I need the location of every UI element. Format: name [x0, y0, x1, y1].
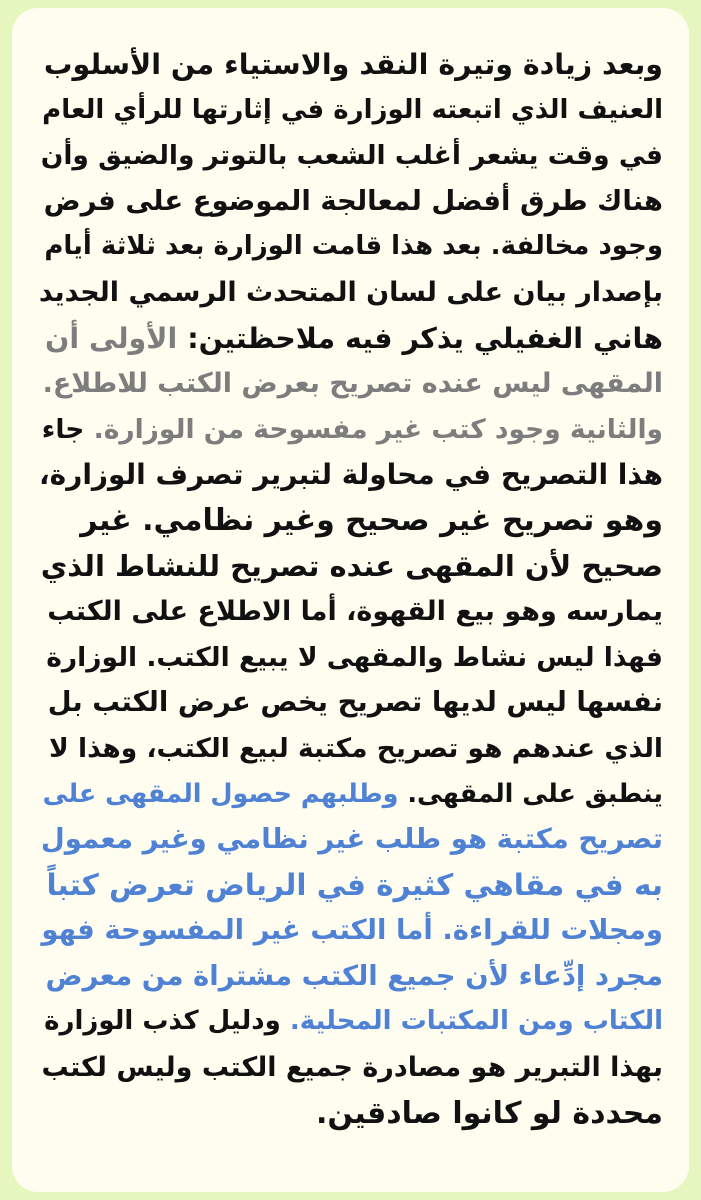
quote-segment: الأولى أن — [45, 321, 178, 355]
text-line-13 — [38, 589, 663, 635]
highlight-segment: ومجلات للقراءة. أما الكتب غير المفسوحة فهو — [41, 914, 663, 947]
text-segment: هناك طرق أفضل لمعالجة الموضوع على فرض — [43, 184, 663, 217]
quote-segment: والثانية وجود كتب غير مفسوحة من الوزارة. — [93, 413, 663, 445]
highlight-segment: وطلبهم حصول المقهى على — [42, 778, 399, 809]
text-line-15 — [38, 680, 663, 726]
text-segment: الذي عندهم هو تصريح مكتبة لبيع الكتب، وهذا لا — [49, 732, 663, 764]
text-line-7 — [38, 316, 663, 362]
article-paragraph — [38, 42, 663, 1136]
text-line-20 — [38, 908, 663, 954]
text-segment: محددة لو كانوا صادقين. — [315, 1095, 663, 1131]
text-segment: هذا التصريح في محاولة لتبرير تصرف الوزارة، — [39, 458, 663, 492]
text-line-16 — [38, 726, 663, 772]
text-segment: في وقت يشعر أغلب الشعب بالتوتر والضيق وأن — [40, 140, 663, 172]
text-segment: جاء — [41, 413, 94, 445]
text-line-23 — [38, 1045, 663, 1091]
text-line-5 — [38, 224, 663, 270]
text-line-14 — [38, 635, 663, 681]
text-line-22 — [38, 999, 663, 1045]
text-line-24 — [38, 1091, 663, 1137]
text-card — [12, 8, 689, 1192]
text-line-18 — [38, 817, 663, 863]
text-segment: صحيح لأن المقهى عنده تصريح للنشاط الذي — [40, 548, 663, 583]
text-segment: نفسها ليس لديها تصريح يخص عرض الكتب بل — [47, 686, 663, 719]
text-segment: وهو تصريح غير صحيح وغير نظامي. غير — [80, 502, 663, 538]
text-line-9 — [38, 407, 663, 453]
highlight-segment: به في مقاهي كثيرة في الرياض تعرض كتباً — [46, 867, 663, 902]
text-line-2 — [38, 88, 663, 134]
text-segment: وجود مخالفة. بعد هذا قامت الوزارة بعد ثلاثة أيام — [44, 231, 663, 262]
text-line-3 — [38, 133, 663, 179]
text-segment: بإصدار بيان على لسان المتحدث الرسمي الجديد — [38, 276, 663, 308]
text-line-6 — [38, 270, 663, 316]
text-line-12 — [38, 544, 663, 590]
highlight-segment: الكتاب ومن المكتبات المحلية. — [289, 1006, 663, 1037]
quote-segment: المقهى ليس عنده تصريح بعرض الكتب للاطلاع. — [42, 368, 663, 400]
text-segment: وبعد زيادة وتيرة النقد والاستياء من الأسلوب — [43, 48, 663, 81]
text-segment: يمارسه وهو بيع القهوة، أما الاطلاع على الكتب — [47, 596, 663, 628]
text-line-4 — [38, 179, 663, 225]
text-line-8 — [38, 361, 663, 407]
text-line-10 — [38, 452, 663, 498]
text-line-1 — [38, 42, 663, 88]
text-line-11 — [38, 498, 663, 544]
text-line-17 — [38, 772, 663, 818]
text-segment: فهذا ليس نشاط والمقهى لا يبيع الكتب. الوزارة — [46, 641, 663, 673]
text-line-19 — [38, 863, 663, 909]
highlight-segment: مجرد إدِّعاء لأن جميع الكتب مشتراة من معرض — [45, 959, 663, 992]
highlight-segment: تصريح مكتبة هو طلب غير نظامي وغير معمول — [40, 823, 663, 856]
text-segment: العنيف الذي اتبعته الوزارة في إثارتها للرأي العام — [42, 94, 663, 125]
text-segment: ينطبق على المقهى. — [398, 778, 663, 809]
text-segment: ودليل كذب الوزارة — [44, 1006, 290, 1037]
text-segment: هاني الغفيلي يذكر فيه ملاحظتين: — [177, 321, 663, 355]
text-line-21 — [38, 954, 663, 1000]
text-segment: بهذا التبرير هو مصادرة جميع الكتب وليس لكتب — [41, 1052, 663, 1084]
